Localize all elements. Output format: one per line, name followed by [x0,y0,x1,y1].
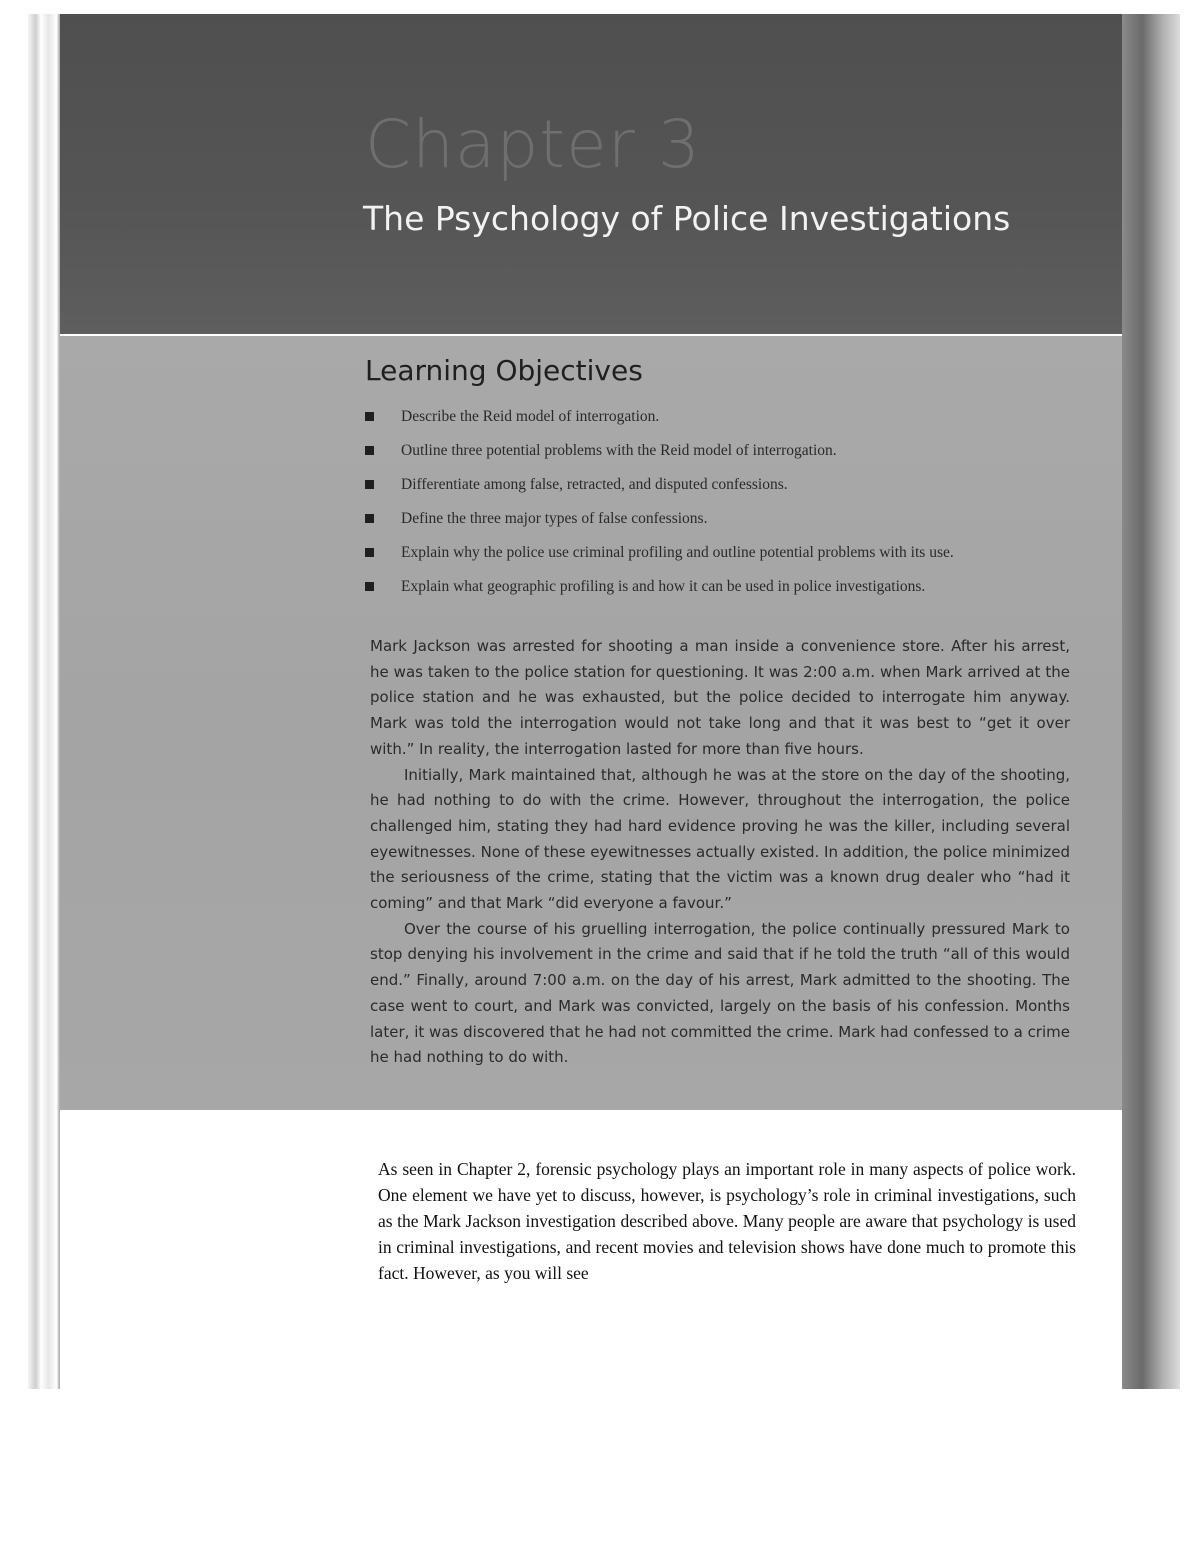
learning-objective-item [365,406,1065,428]
body-paragraph: As seen in Chapter 2, forensic psychology plays an important role in many aspects of police work. One element we have yet to discuss, however, is psychology’s role in criminal investigations, such as the Mark Jackson investigation described above. Many people are aware that psychology is used in criminal investigations, and recent movies and television shows have done much to promote this fact. However, as you will see [378,1159,1076,1283]
learning-objective-text: Outline three potential problems with the Reid model of interrogation. [401,442,837,459]
case-study-paragraph: Over the course of his gruelling interrogation, the police continually pressured Mark to stop denying his involvement in the crime and said that if he told the truth “all of this would end.” Finally, around 7:00 a.m. on the day of his arrest, Mark admitted to the shooting. The case went to court, and Mark was convicted, largely on the basis of his confession. Months later, it was discovered that he had not committed the crime. Mark had confessed to a crime he had nothing to do with. [370,919,1070,1067]
learning-objective-text: Explain what geographic profiling is and how it can be used in police investigations. [401,578,926,595]
square-bullet-icon [365,412,374,421]
page-edge-shadow [1122,14,1180,1389]
learning-objective-text: Explain why the police use criminal profiling and outline potential problems with its use. [401,544,954,561]
learning-objective-text: Differentiate among false, retracted, and disputed confessions. [401,476,788,493]
learning-objective-text: Define the three major types of false confessions. [401,510,708,527]
square-bullet-icon [365,480,374,489]
case-study [370,634,1070,1071]
square-bullet-icon [365,446,374,455]
learning-objective-item [365,508,1065,530]
book-page [60,14,1180,1389]
learning-objective-text: Describe the Reid model of interrogation. [401,408,660,425]
learning-objective-item [365,440,1065,462]
case-study-paragraph: Mark Jackson was arrested for shooting a man inside a convenience store. After his arrest, he was taken to the police station for questioning. It was 2:00 a.m. when Mark arrived at the police station and he was exhausted, but the police decided to interrogate him anyway. Mark was told the interrogation would not take long and that it was best to “get it over with.” In reality, the interrogation lasted for more than five hours. [370,637,1070,758]
learning-objective-item [365,576,1065,598]
square-bullet-icon [365,514,374,523]
learning-objective-item [365,474,1065,496]
chapter-title: The Psychology of Police Investigations [363,199,1011,238]
learning-objectives-list [365,406,1065,610]
chapter-label: Chapter 3 [365,106,701,183]
learning-objective-item [365,542,1065,564]
square-bullet-icon [365,548,374,557]
case-study-paragraph: Initially, Mark maintained that, although he was at the store on the day of the shooting, he had nothing to do with the crime. However, throughout the interrogation, the police challenged him, stating they had hard evidence proving he was the killer, including several eyewitnesses. None of these eyewitnesses actually existed. In addition, the police minimized the seriousness of the crime, stating that the victim was a known drug dealer who “had it coming” and that Mark “did everyone a favour.” [370,765,1070,913]
square-bullet-icon [365,582,374,591]
learning-objectives-heading: Learning Objectives [365,354,643,387]
chapter-header-band [60,14,1130,334]
